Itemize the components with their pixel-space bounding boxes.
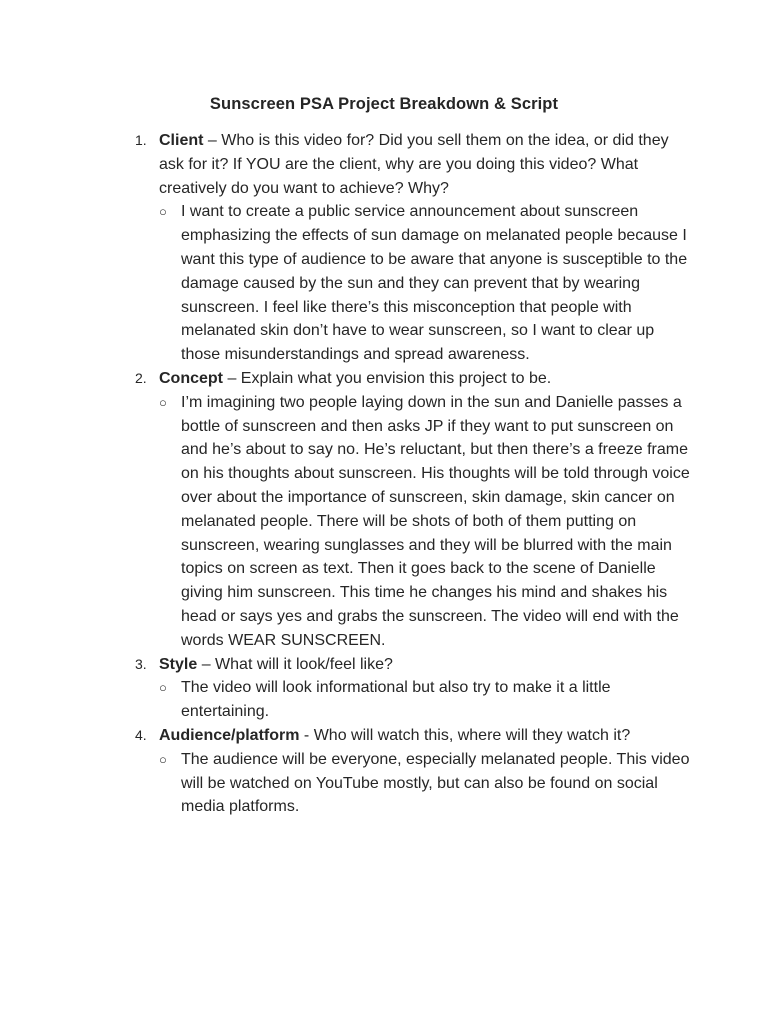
circle-bullet-icon: ○ [159,204,167,220]
document-title: Sunscreen PSA Project Breakdown & Script [209,95,559,113]
circle-bullet-icon: ○ [159,394,167,410]
item-label: Concept [159,369,223,387]
item-prompt: What will it look/feel like? [215,655,393,673]
item-prompt: Explain what you envision this project to be. [240,369,552,387]
list-item-audience-platform [135,724,695,819]
list-item-client [135,129,695,367]
circle-bullet-icon: ○ [159,680,167,696]
answer-text: The video will look informational but also try to make it a little entertaining. [181,679,611,721]
question-list [135,129,695,819]
item-heading [159,367,695,391]
item-heading [159,653,695,677]
list-item-concept [135,367,695,653]
answer-item [159,391,695,653]
answer-item [159,200,695,367]
answer-text: I want to create a public service announcement about sunscreen emphasizing the effects of sun damage on melanated people because I want this type of audience to be aware that anyone is susceptible to the damage caused by the sun and they can prevent that by wearing sunscreen. I feel like there’s this misconception that people with melanated skin don’t have to wear sunscreen, so I want to clear up those misunderstandings and spread awareness. [181,203,688,364]
item-number: 3. [135,655,147,672]
item-number: 2. [135,369,147,386]
item-label: Audience/platform [159,726,300,744]
answer-list [159,200,695,367]
answer-item [159,748,695,819]
item-number: 1. [135,132,147,148]
item-label: Style [159,655,198,673]
answer-list [159,748,695,819]
item-separator: – [197,655,216,673]
answer-text: The audience will be everyone, especially melanated people. This video will be watched on YouTube mostly, but can also be found on social media platforms. [181,750,690,816]
answer-list [159,391,695,653]
item-separator: - [299,726,314,744]
item-heading [159,129,695,200]
item-label: Client [159,132,204,149]
answer-item [159,676,695,724]
item-prompt: Who is this video for? Did you sell them on the idea, or did they ask for it? If YOU are the client, why are you doing this video? What creatively do you want to achieve? Why? [159,132,669,197]
item-number: 4. [135,726,147,743]
item-prompt: Who will watch this, where will they watch it? [313,726,631,744]
item-separator: – [223,369,241,387]
list-item-style [135,653,695,724]
circle-bullet-icon: ○ [159,751,167,767]
answer-list [159,676,695,724]
item-heading [159,724,695,748]
answer-text: I’m imagining two people laying down in the sun and Danielle passes a bottle of sunscreen and then asks JP if they want to put sunscreen on and he’s about to say no. He’s reluctant, but then there’s a freeze frame on his thoughts about sunscreen. His thoughts will be told through voice over about the importance of sunscreen, skin damage, skin cancer on melanated people. There will be shots of both of them putting on sunscreen, wearing sunglasses and they will be blurred with the main topics on screen as text. Then it goes back to the scene of Danielle giving him sunscreen. This time he changes his mind and shakes his head or says yes and grabs the sunscreen. The video will end with the words WEAR SUNSCREEN. [181,393,690,649]
item-separator: – [203,132,222,149]
